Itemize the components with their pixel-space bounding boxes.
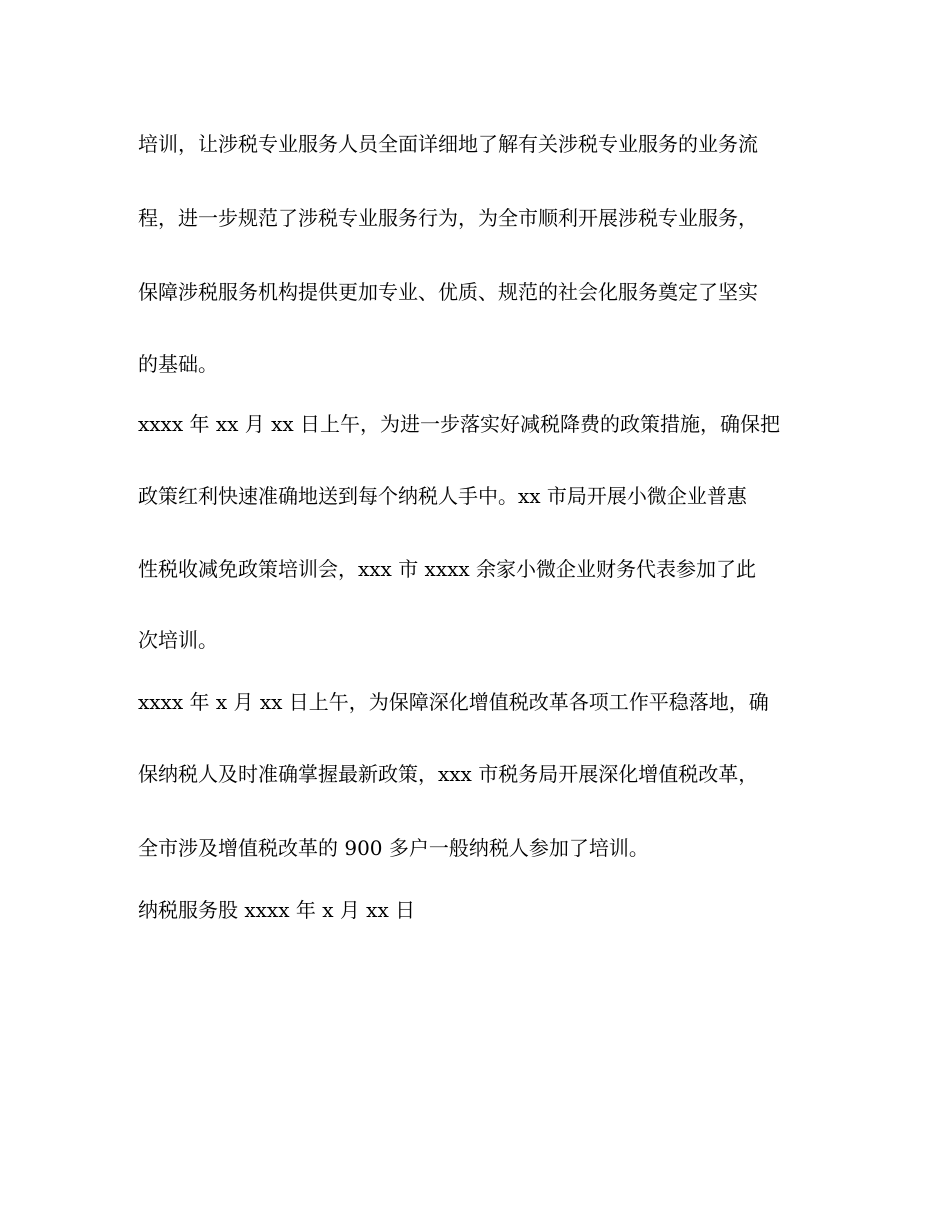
paragraph-3-line-1: xxxx 年 x 月 xx 日上午，为保障深化增值税改革各项工作平稳落地，确 bbox=[138, 690, 769, 714]
paragraph-3-line-3: 全市涉及增值税改革的 900 多户一般纳税人参加了培训。 bbox=[138, 836, 649, 860]
paragraph-2-line-1: xxxx 年 xx 月 xx 日上午，为进一步落实好减税降费的政策措施，确保把 bbox=[138, 412, 781, 436]
paragraph-2-line-2: 政策红利快速准确地送到每个纳税人手中。xx 市局开展小微企业普惠 bbox=[138, 484, 747, 508]
signature-line: 纳税服务股 xxxx 年 x 月 xx 日 bbox=[138, 898, 416, 922]
paragraph-2-line-3: 性税收减免政策培训会，xxx 市 xxxx 余家小微企业财务代表参加了此 bbox=[138, 557, 757, 581]
paragraph-1-line-2: 程，进一步规范了涉税专业服务行为，为全市顺利开展涉税专业服务， bbox=[138, 206, 758, 230]
paragraph-1-line-4: 的基础。 bbox=[138, 352, 218, 376]
paragraph-1-line-3: 保障涉税服务机构提供更加专业、优质、规范的社会化服务奠定了坚实 bbox=[138, 280, 758, 304]
paragraph-3-line-2: 保纳税人及时准确掌握最新政策，xxx 市税务局开展深化增值税改革， bbox=[138, 762, 759, 786]
paragraph-2-line-4: 次培训。 bbox=[138, 628, 218, 652]
paragraph-1-line-1: 培训，让涉税专业服务人员全面详细地了解有关涉税专业服务的业务流 bbox=[138, 132, 758, 156]
